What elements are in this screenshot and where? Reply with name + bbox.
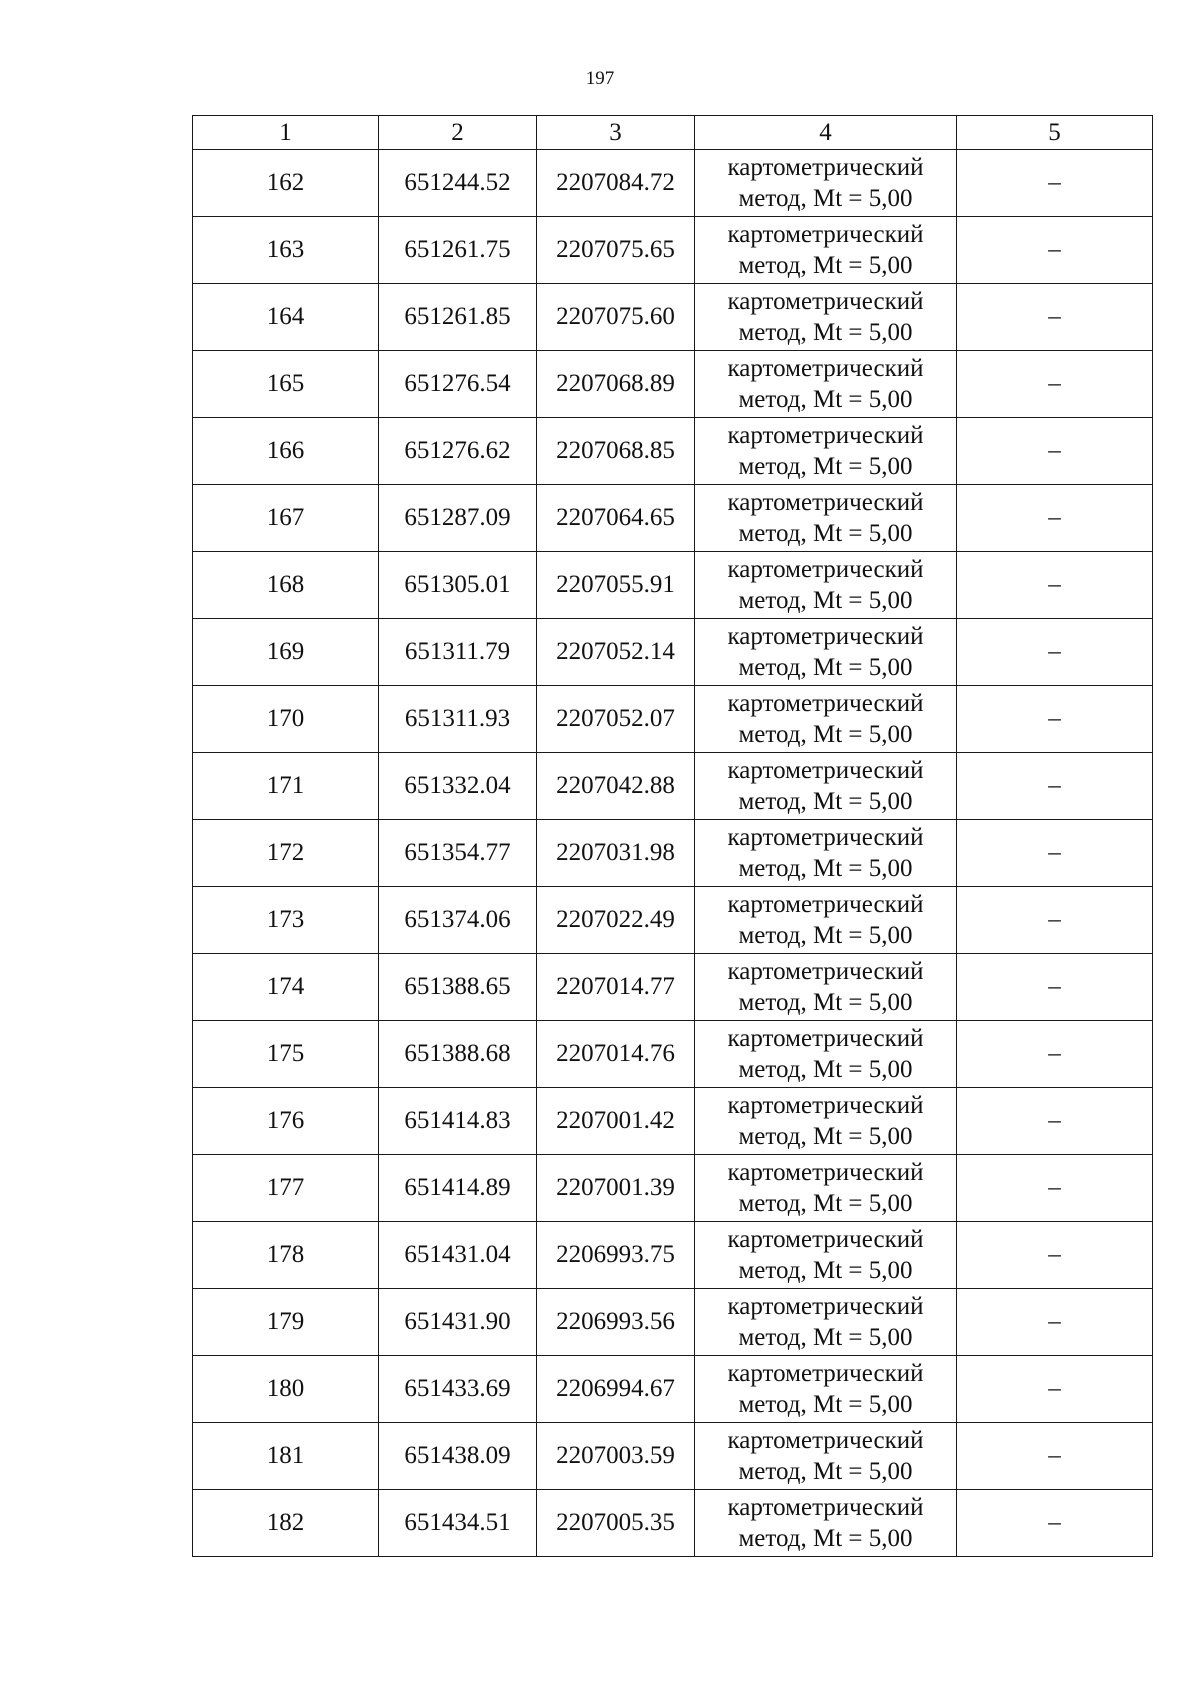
x-coordinate-cell: 651438.09 [379, 1423, 537, 1490]
point-cell: 163 [193, 217, 379, 284]
x-coordinate-cell: 651311.79 [379, 619, 537, 686]
method-line-1: картометрический [727, 1159, 924, 1186]
x-coordinate-cell: 651311.93 [379, 686, 537, 753]
method-cell [695, 1490, 957, 1557]
method-line-2: метод, Mt = 5,00 [738, 788, 913, 815]
table-row [193, 954, 1153, 1021]
method-line-2: метод, Mt = 5,00 [738, 386, 913, 413]
point-cell: 180 [193, 1356, 379, 1423]
point-cell: 178 [193, 1222, 379, 1289]
point-cell: 182 [193, 1490, 379, 1557]
table-row [193, 1222, 1153, 1289]
table-row [193, 1088, 1153, 1155]
note-cell: – [957, 1021, 1153, 1088]
method-line-2: метод, Mt = 5,00 [738, 1525, 913, 1552]
method-line-2: метод, Mt = 5,00 [738, 319, 913, 346]
note-cell: – [957, 686, 1153, 753]
method-line-1: картометрический [727, 154, 924, 181]
method-cell [695, 1423, 957, 1490]
note-cell: – [957, 887, 1153, 954]
method-line-2: метод, Mt = 5,00 [738, 1458, 913, 1485]
table-row [193, 1289, 1153, 1356]
x-coordinate-cell: 651261.85 [379, 284, 537, 351]
note-cell: – [957, 351, 1153, 418]
table-row [193, 1423, 1153, 1490]
table-row [193, 351, 1153, 418]
note-cell: – [957, 217, 1153, 284]
x-coordinate-cell: 651431.90 [379, 1289, 537, 1356]
table-row [193, 150, 1153, 217]
header-col-4: 4 [695, 116, 957, 150]
method-line-2: метод, Mt = 5,00 [738, 855, 913, 882]
method-cell [695, 1021, 957, 1088]
note-cell: – [957, 954, 1153, 1021]
method-line-1: картометрический [727, 1226, 924, 1253]
table-row [193, 1021, 1153, 1088]
table-row [193, 1155, 1153, 1222]
method-cell [695, 820, 957, 887]
point-cell: 169 [193, 619, 379, 686]
y-coordinate-cell: 2207014.76 [537, 1021, 695, 1088]
x-coordinate-cell: 651431.04 [379, 1222, 537, 1289]
note-cell: – [957, 1289, 1153, 1356]
method-line-1: картометрический [727, 221, 924, 248]
note-cell: – [957, 284, 1153, 351]
table-row [193, 887, 1153, 954]
table-row [193, 686, 1153, 753]
method-line-1: картометрический [727, 288, 924, 315]
y-coordinate-cell: 2207075.65 [537, 217, 695, 284]
method-line-2: метод, Mt = 5,00 [738, 1324, 913, 1351]
coordinates-table [192, 115, 1153, 1557]
header-col-5: 5 [957, 116, 1153, 150]
point-cell: 173 [193, 887, 379, 954]
note-cell: – [957, 485, 1153, 552]
method-line-1: картометрический [727, 1494, 924, 1521]
point-cell: 167 [193, 485, 379, 552]
method-line-1: картометрический [727, 489, 924, 516]
point-cell: 170 [193, 686, 379, 753]
y-coordinate-cell: 2207052.14 [537, 619, 695, 686]
y-coordinate-cell: 2207075.60 [537, 284, 695, 351]
y-coordinate-cell: 2207031.98 [537, 820, 695, 887]
method-line-2: метод, Mt = 5,00 [738, 1056, 913, 1083]
table-row [193, 485, 1153, 552]
y-coordinate-cell: 2207022.49 [537, 887, 695, 954]
table-row [193, 753, 1153, 820]
header-col-3: 3 [537, 116, 695, 150]
method-cell [695, 351, 957, 418]
method-cell [695, 954, 957, 1021]
x-coordinate-cell: 651244.52 [379, 150, 537, 217]
point-cell: 176 [193, 1088, 379, 1155]
method-line-2: метод, Mt = 5,00 [738, 1391, 913, 1418]
method-line-2: метод, Mt = 5,00 [738, 1190, 913, 1217]
y-coordinate-cell: 2207052.07 [537, 686, 695, 753]
header-row [193, 116, 1153, 150]
method-line-1: картометрический [727, 690, 924, 717]
y-coordinate-cell: 2207064.65 [537, 485, 695, 552]
y-coordinate-cell: 2207055.91 [537, 552, 695, 619]
table-row [193, 1490, 1153, 1557]
x-coordinate-cell: 651434.51 [379, 1490, 537, 1557]
y-coordinate-cell: 2207003.59 [537, 1423, 695, 1490]
method-line-2: метод, Mt = 5,00 [738, 1123, 913, 1150]
x-coordinate-cell: 651332.04 [379, 753, 537, 820]
table-row [193, 217, 1153, 284]
point-cell: 172 [193, 820, 379, 887]
y-coordinate-cell: 2207042.88 [537, 753, 695, 820]
table-row [193, 820, 1153, 887]
note-cell: – [957, 1490, 1153, 1557]
method-cell [695, 1222, 957, 1289]
method-line-1: картометрический [727, 757, 924, 784]
table-row [193, 418, 1153, 485]
method-cell [695, 1155, 957, 1222]
y-coordinate-cell: 2207001.42 [537, 1088, 695, 1155]
point-cell: 177 [193, 1155, 379, 1222]
y-coordinate-cell: 2207068.85 [537, 418, 695, 485]
header-col-2: 2 [379, 116, 537, 150]
point-cell: 175 [193, 1021, 379, 1088]
y-coordinate-cell: 2206993.75 [537, 1222, 695, 1289]
point-cell: 165 [193, 351, 379, 418]
method-cell [695, 686, 957, 753]
method-line-2: метод, Mt = 5,00 [738, 1257, 913, 1284]
x-coordinate-cell: 651276.62 [379, 418, 537, 485]
y-coordinate-cell: 2206993.56 [537, 1289, 695, 1356]
method-cell [695, 485, 957, 552]
x-coordinate-cell: 651287.09 [379, 485, 537, 552]
y-coordinate-cell: 2207001.39 [537, 1155, 695, 1222]
x-coordinate-cell: 651414.89 [379, 1155, 537, 1222]
method-line-1: картометрический [727, 623, 924, 650]
method-line-2: метод, Mt = 5,00 [738, 989, 913, 1016]
note-cell: – [957, 552, 1153, 619]
note-cell: – [957, 1088, 1153, 1155]
method-line-2: метод, Mt = 5,00 [738, 252, 913, 279]
x-coordinate-cell: 651388.68 [379, 1021, 537, 1088]
x-coordinate-cell: 651354.77 [379, 820, 537, 887]
note-cell: – [957, 619, 1153, 686]
point-cell: 181 [193, 1423, 379, 1490]
method-cell [695, 418, 957, 485]
method-line-1: картометрический [727, 824, 924, 851]
point-cell: 164 [193, 284, 379, 351]
method-line-1: картометрический [727, 1360, 924, 1387]
y-coordinate-cell: 2207005.35 [537, 1490, 695, 1557]
point-cell: 179 [193, 1289, 379, 1356]
method-cell [695, 753, 957, 820]
method-line-2: метод, Mt = 5,00 [738, 922, 913, 949]
note-cell: – [957, 1155, 1153, 1222]
table-header [193, 116, 1153, 150]
method-line-2: метод, Mt = 5,00 [738, 520, 913, 547]
method-line-1: картометрический [727, 1427, 924, 1454]
table-row [193, 1356, 1153, 1423]
x-coordinate-cell: 651305.01 [379, 552, 537, 619]
note-cell: – [957, 820, 1153, 887]
y-coordinate-cell: 2207014.77 [537, 954, 695, 1021]
point-cell: 171 [193, 753, 379, 820]
method-line-1: картометрический [727, 556, 924, 583]
table-row [193, 552, 1153, 619]
page-number: 197 [585, 68, 615, 89]
y-coordinate-cell: 2206994.67 [537, 1356, 695, 1423]
method-cell [695, 552, 957, 619]
note-cell: – [957, 1356, 1153, 1423]
method-line-1: картометрический [727, 958, 924, 985]
method-cell [695, 284, 957, 351]
header-col-1: 1 [193, 116, 379, 150]
method-line-1: картометрический [727, 1293, 924, 1320]
method-line-2: метод, Mt = 5,00 [738, 453, 913, 480]
method-cell [695, 150, 957, 217]
note-cell: – [957, 150, 1153, 217]
method-line-2: метод, Mt = 5,00 [738, 185, 913, 212]
method-line-1: картометрический [727, 1092, 924, 1119]
method-line-1: картометрический [727, 422, 924, 449]
x-coordinate-cell: 651433.69 [379, 1356, 537, 1423]
note-cell: – [957, 753, 1153, 820]
method-cell [695, 1356, 957, 1423]
method-cell [695, 1289, 957, 1356]
method-line-1: картометрический [727, 891, 924, 918]
y-coordinate-cell: 2207084.72 [537, 150, 695, 217]
note-cell: – [957, 1222, 1153, 1289]
method-cell [695, 619, 957, 686]
note-cell: – [957, 418, 1153, 485]
method-line-2: метод, Mt = 5,00 [738, 721, 913, 748]
method-line-1: картометрический [727, 1025, 924, 1052]
method-cell [695, 887, 957, 954]
point-cell: 162 [193, 150, 379, 217]
note-cell: – [957, 1423, 1153, 1490]
method-cell [695, 217, 957, 284]
method-cell [695, 1088, 957, 1155]
table-row [193, 619, 1153, 686]
x-coordinate-cell: 651388.65 [379, 954, 537, 1021]
x-coordinate-cell: 651276.54 [379, 351, 537, 418]
x-coordinate-cell: 651261.75 [379, 217, 537, 284]
method-line-2: метод, Mt = 5,00 [738, 587, 913, 614]
y-coordinate-cell: 2207068.89 [537, 351, 695, 418]
method-line-1: картометрический [727, 355, 924, 382]
method-line-2: метод, Mt = 5,00 [738, 654, 913, 681]
table-row [193, 284, 1153, 351]
point-cell: 174 [193, 954, 379, 1021]
point-cell: 168 [193, 552, 379, 619]
table-body [193, 150, 1153, 1557]
x-coordinate-cell: 651414.83 [379, 1088, 537, 1155]
point-cell: 166 [193, 418, 379, 485]
x-coordinate-cell: 651374.06 [379, 887, 537, 954]
